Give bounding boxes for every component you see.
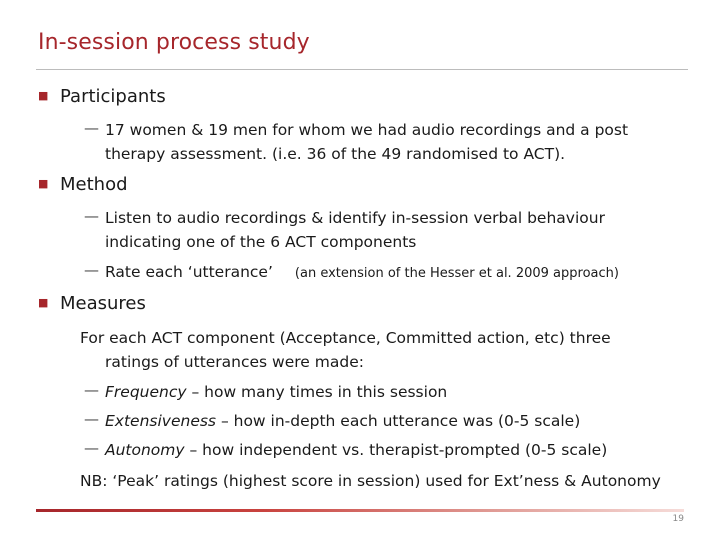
dash-bullet-icon: —	[84, 439, 99, 457]
title-divider	[36, 69, 688, 70]
square-bullet-icon: ■	[38, 177, 49, 190]
square-bullet-icon: ■	[38, 296, 49, 309]
dash-bullet-icon: —	[84, 381, 99, 399]
measure-desc: – how many times in this session	[186, 383, 448, 401]
square-bullet-icon: ■	[38, 89, 49, 102]
measure-term: Frequency	[105, 383, 187, 401]
measures-heading: Measures	[60, 293, 146, 314]
slide-title: In-session process study	[38, 30, 310, 55]
participants-item-line1: 17 women & 19 men for whom we had audio recordings and a post	[105, 121, 629, 139]
measures-heading-row	[38, 293, 146, 314]
measure-term: Extensiveness	[105, 412, 217, 430]
dash-bullet-icon: —	[84, 410, 99, 428]
participants-heading: Participants	[60, 86, 166, 107]
measure-desc: – how in-depth each utterance was (0-5 scale)	[216, 412, 581, 430]
measure-term: Autonomy	[105, 441, 185, 459]
measures-intro-line1: For each ACT component (Acceptance, Committed action, etc) three	[80, 329, 611, 347]
method-item-1-line2: indicating one of the 6 ACT components	[105, 233, 417, 251]
page-number: 19	[672, 514, 684, 524]
measures-item-autonomy	[105, 438, 607, 462]
measure-desc: – how independent vs. therapist-prompted (0-5 scale)	[184, 441, 608, 459]
measures-intro-line2: ratings of utterances were made:	[105, 353, 364, 371]
footer-divider	[36, 509, 684, 512]
dash-bullet-icon: —	[84, 119, 99, 137]
dash-bullet-icon: —	[84, 261, 99, 279]
method-item-2	[105, 260, 619, 286]
method-heading: Method	[60, 174, 128, 195]
method-item-2-text: Rate each ‘utterance’	[105, 263, 273, 281]
participants-item-line2: therapy assessment. (i.e. 36 of the 49 randomised to ACT).	[105, 145, 566, 163]
measures-item-extensiveness	[105, 409, 580, 433]
measures-item-frequency	[105, 380, 447, 404]
method-heading-row	[38, 174, 128, 195]
method-item-2-note: (an extension of the Hesser et al. 2009 approach)	[294, 266, 619, 281]
measures-note: NB: ‘Peak’ ratings (highest score in session) used for Ext’ness & Autonomy	[80, 472, 661, 490]
method-item-1-line1: Listen to audio recordings & identify in-session verbal behaviour	[105, 209, 605, 227]
participants-heading-row	[38, 86, 166, 107]
dash-bullet-icon: —	[84, 207, 99, 225]
